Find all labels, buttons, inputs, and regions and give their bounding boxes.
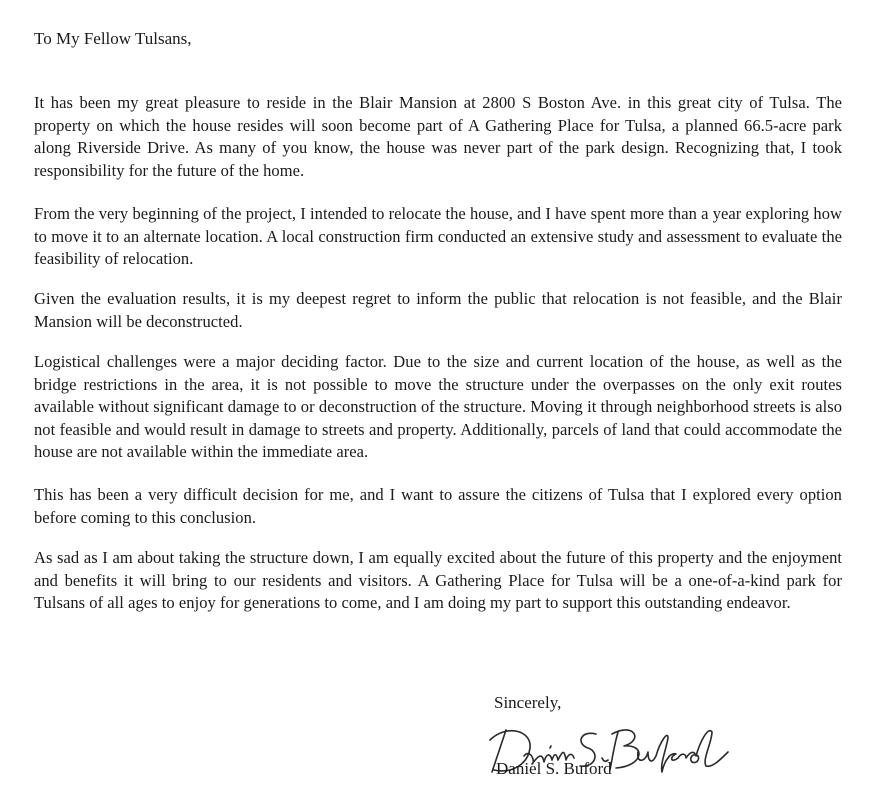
closing: Sincerely,	[494, 693, 562, 712]
paragraph-4: Logistical challenges were a major deciding factor. Due to the size and current location of the house, as well as the bridge restrictions in the area, it is not possible to move the structure under the overpasses on the only exit routes available without significant damage to or deconstruction of the structure. Moving it through neighborhood streets is also not feasible and would result in damage to streets and property. Additionally, parcels of land that could accommodate the house are not available within the immediate area.	[34, 352, 842, 461]
paragraph-5: This has been a very difficult decision for me, and I want to assure the citizens of Tulsa that I explored every option before coming to this conclusion.	[34, 485, 842, 527]
paragraph-6: As sad as I am about taking the structure down, I am equally excited about the future of this property and the enjoyment and benefits it will bring to our residents and visitors. A Gathering Place for Tulsa will be a one-of-a-kind park for Tulsans of all ages to enjoy for generations to come, and I am doing my part to support this outstanding endeavor.	[34, 548, 842, 612]
salutation: To My Fellow Tulsans,	[34, 29, 192, 48]
paragraph-1: It has been my great pleasure to reside in the Blair Mansion at 2800 S Boston Ave. in this great city of Tulsa. The property on which the house resides will soon become part of A Gathering Place for Tulsa, a planned 66.5-acre park along Riverside Drive. As many of you know, the house was never part of the park design. Recognizing that, I took responsibility for the future of the home.	[34, 93, 842, 180]
paragraph-2: From the very beginning of the project, I intended to relocate the house, and I have spent more than a year exploring how to move it to an alternate location. A local construction firm conducted an extensive study and assessment to evaluate the feasibility of relocation.	[34, 204, 842, 268]
signer-name: Daniel S. Buford	[496, 759, 612, 778]
paragraph-3: Given the evaluation results, it is my deepest regret to inform the public that relocation is not feasible, and the Blair Mansion will be deconstructed.	[34, 289, 842, 331]
